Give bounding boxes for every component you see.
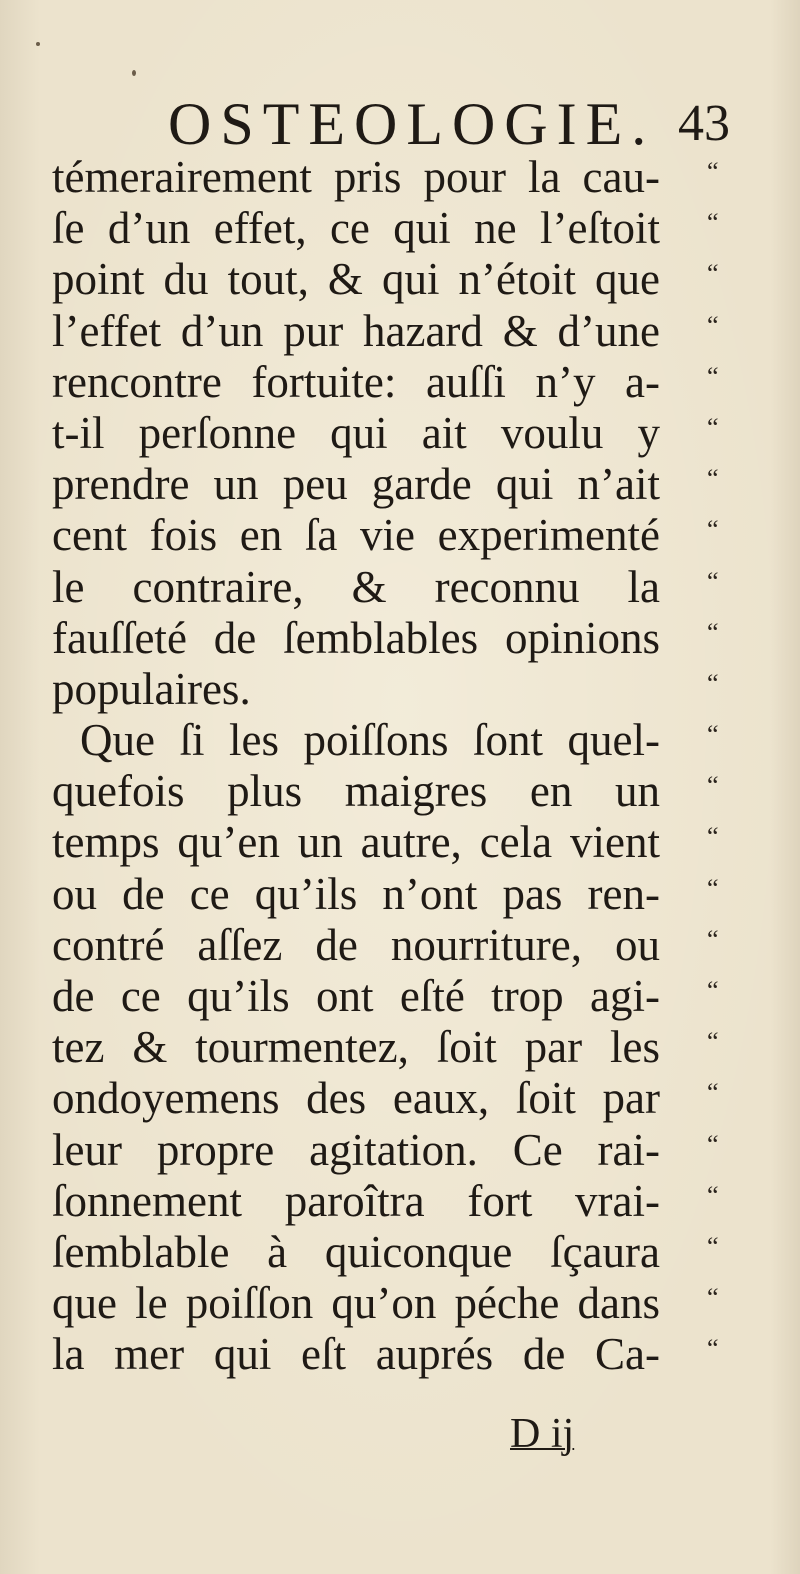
text-line-content: fauſſeté de ſemblables opinions <box>52 612 660 663</box>
text-line-content: de ce qu’ils ont eſté trop agi- <box>52 971 660 1021</box>
text-line <box>52 306 752 357</box>
text-line <box>52 1176 752 1227</box>
quotation-mark: “ <box>707 771 719 801</box>
quotation-mark: “ <box>707 1180 719 1210</box>
text-line <box>52 1125 752 1176</box>
text-line-content: rencontre fortuite: auſſi n’y a- <box>52 356 660 407</box>
text-line-content: l’effet d’un pur hazard & d’une <box>52 305 660 356</box>
text-line-content: tez & tourmentez, ſoit par les <box>52 1022 660 1073</box>
text-line-content: Que ſi les poiſſons ſont quel- <box>80 715 660 766</box>
text-line-content: ou de ce qu’ils n’ont pas ren- <box>52 868 660 919</box>
text-line-content: t-il perſonne qui ait voulu y <box>52 407 660 458</box>
text-line <box>52 1329 752 1380</box>
body-text <box>52 152 752 1381</box>
quotation-mark: “ <box>707 1334 719 1364</box>
text-line <box>52 357 752 408</box>
text-line-content: la mer qui eſt auprés de Ca- <box>52 1329 660 1380</box>
text-line <box>52 254 752 305</box>
text-line-content: cent fois en ſa vie experimenté <box>52 510 660 561</box>
quotation-mark: “ <box>707 259 719 289</box>
quotation-mark: “ <box>707 566 719 596</box>
text-line <box>52 203 752 254</box>
quotation-mark: “ <box>707 1283 719 1313</box>
quotation-mark: “ <box>707 822 719 852</box>
text-line-content: populaires. <box>52 663 251 714</box>
quotation-mark: “ <box>707 464 719 494</box>
quotation-mark: “ <box>707 1027 719 1057</box>
text-line <box>52 971 752 1022</box>
quotation-mark: “ <box>707 1129 719 1159</box>
text-line <box>52 408 752 459</box>
ink-speck <box>132 70 136 76</box>
text-line-content: le contraire, & reconnu la <box>52 561 660 612</box>
text-line-content: que le poiſſon qu’on péche dans <box>52 1278 660 1329</box>
text-line <box>52 562 752 613</box>
text-line-content: ſonnement paroîtra fort vrai- <box>52 1175 660 1226</box>
text-line <box>52 920 752 971</box>
quotation-mark: “ <box>707 924 719 954</box>
quotation-mark: “ <box>707 976 719 1005</box>
text-line <box>52 1073 752 1124</box>
quotation-mark: “ <box>707 157 719 186</box>
quotation-mark: “ <box>707 720 719 750</box>
text-line-content: ſe d’un effet, ce qui ne l’eſtoit <box>52 203 660 254</box>
quotation-mark: “ <box>707 617 719 647</box>
text-line-content: ſemblable à quiconque ſçaura <box>52 1226 660 1277</box>
text-line <box>52 664 752 715</box>
signature-mark: D ij <box>510 1411 575 1457</box>
text-line-content: temps qu’en un autre, cela vient <box>52 817 660 868</box>
quotation-mark: “ <box>707 412 719 442</box>
text-line-content: témerairement pris pour la cau- <box>52 152 660 202</box>
quotation-mark: “ <box>707 668 719 698</box>
text-line <box>52 766 752 817</box>
quotation-mark: “ <box>707 873 719 903</box>
text-line <box>52 1227 752 1278</box>
quotation-mark: “ <box>707 310 719 340</box>
quotation-mark: “ <box>707 515 719 545</box>
page-footer <box>0 1410 800 1480</box>
text-line <box>52 510 752 561</box>
text-line <box>52 817 752 868</box>
running-title: OSTEOLOGIE. <box>168 91 656 157</box>
text-line <box>52 459 752 510</box>
text-line-content: prendre un peu garde qui n’ait <box>52 459 660 510</box>
quotation-mark: “ <box>707 361 719 391</box>
text-line <box>52 152 752 203</box>
text-line-content: ondoyemens des eaux, ſoit par <box>52 1073 660 1124</box>
text-line-content: point du tout, & qui n’étoit que <box>52 254 660 305</box>
ink-speck <box>36 42 40 46</box>
text-line <box>52 1022 752 1073</box>
page-number: 43 <box>678 95 730 152</box>
quotation-mark: “ <box>707 1231 719 1261</box>
text-line <box>52 715 752 766</box>
quotation-mark: “ <box>707 208 719 238</box>
quotation-mark: “ <box>707 1078 719 1108</box>
text-line-content: quefois plus maigres en un <box>52 766 660 817</box>
text-line <box>52 1278 752 1329</box>
text-line <box>52 613 752 664</box>
text-line-content: leur propre agitation. Ce rai- <box>52 1124 660 1175</box>
text-line <box>52 869 752 920</box>
text-line-content: contré aſſez de nourriture, ou <box>52 919 660 970</box>
